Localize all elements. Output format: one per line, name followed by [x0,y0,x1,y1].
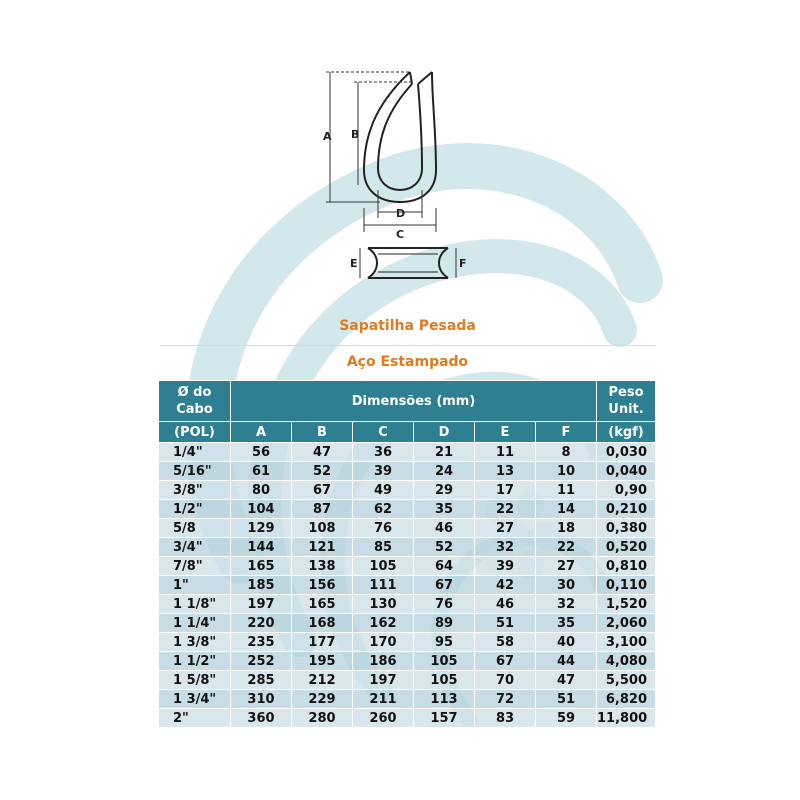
dim-label-a: A [323,130,332,143]
table-row [159,595,656,614]
dimension-cell: 64 [414,557,475,576]
dimension-cell: 13 [475,462,536,481]
dim-label-d: D [396,207,406,220]
dimension-cell: 186 [353,652,414,671]
dimension-cell: 52 [414,538,475,557]
dimension-cell: 67 [292,481,353,500]
weight-cell: 6,820 [597,690,656,709]
cable-diameter-cell: 1/4" [159,443,231,462]
dimension-cell: 39 [475,557,536,576]
dimension-cell: 197 [353,671,414,690]
weight-cell: 3,100 [597,633,656,652]
dimension-cell: 76 [353,519,414,538]
cable-diameter-cell: 5/16" [159,462,231,481]
cable-diameter-cell: 1 1/2" [159,652,231,671]
cable-diameter-cell: 1" [159,576,231,595]
dimension-cell: 30 [536,576,597,595]
dimension-cell: 130 [353,595,414,614]
col-d: D [414,422,475,443]
table-row [159,633,656,652]
dimension-cell: 35 [414,500,475,519]
dimension-cell: 252 [231,652,292,671]
header-row [159,381,656,422]
dimension-cell: 105 [414,671,475,690]
dimension-cell: 27 [475,519,536,538]
dimension-cell: 59 [536,709,597,728]
dimension-cell: 40 [536,633,597,652]
dimension-cell: 76 [414,595,475,614]
col-b: B [292,422,353,443]
dimension-cell: 129 [231,519,292,538]
dimension-cell: 42 [475,576,536,595]
col-f: F [536,422,597,443]
dimension-cell: 22 [536,538,597,557]
weight-cell: 0,380 [597,519,656,538]
table-row [159,614,656,633]
dimension-cell: 111 [353,576,414,595]
table-row [159,481,656,500]
table-row [159,652,656,671]
dimension-cell: 35 [536,614,597,633]
dimension-cell: 260 [353,709,414,728]
dimension-cell: 14 [536,500,597,519]
spec-table-body [159,443,656,728]
weight-cell: 11,800 [597,709,656,728]
table-row [159,519,656,538]
dimension-cell: 310 [231,690,292,709]
dimension-cell: 47 [536,671,597,690]
dimension-cell: 51 [475,614,536,633]
dimension-cell: 24 [414,462,475,481]
dimension-cell: 29 [414,481,475,500]
dimension-cell: 89 [414,614,475,633]
dimension-cell: 8 [536,443,597,462]
spec-table [158,380,656,728]
dimension-cell: 61 [231,462,292,481]
dimension-cell: 52 [292,462,353,481]
table-row [159,576,656,595]
dimension-cell: 157 [414,709,475,728]
weight-cell: 0,040 [597,462,656,481]
units-row [159,422,656,443]
dimension-cell: 170 [353,633,414,652]
dimension-cell: 46 [475,595,536,614]
dim-label-e: E [350,257,358,270]
dimension-cell: 285 [231,671,292,690]
cable-diameter-cell: 1 5/8" [159,671,231,690]
dimension-cell: 211 [353,690,414,709]
header-dimensoes: Dimensões (mm) [231,381,597,422]
divider [160,345,655,346]
cable-diameter-cell: 1 1/4" [159,614,231,633]
cable-diameter-cell: 1 1/8" [159,595,231,614]
weight-cell: 0,520 [597,538,656,557]
weight-cell: 0,90 [597,481,656,500]
dimension-cell: 235 [231,633,292,652]
dimension-cell: 168 [292,614,353,633]
dimension-cell: 11 [536,481,597,500]
cable-diameter-cell: 1 3/8" [159,633,231,652]
table-row [159,462,656,481]
dimension-cell: 87 [292,500,353,519]
dimension-cell: 49 [353,481,414,500]
unit-pol: (POL) [159,422,231,443]
cable-diameter-cell: 1/2" [159,500,231,519]
dimension-cell: 156 [292,576,353,595]
col-a: A [231,422,292,443]
dimension-cell: 11 [475,443,536,462]
dimension-cell: 280 [292,709,353,728]
dimension-cell: 67 [475,652,536,671]
dimension-cell: 195 [292,652,353,671]
dimension-cell: 70 [475,671,536,690]
dim-label-c: C [396,228,405,241]
dimension-cell: 32 [475,538,536,557]
product-title: Sapatilha Pesada [339,318,476,334]
dimension-cell: 165 [231,557,292,576]
dimension-cell: 44 [536,652,597,671]
dimension-cell: 144 [231,538,292,557]
dimension-cell: 185 [231,576,292,595]
dim-label-b: B [351,128,360,141]
dimension-cell: 121 [292,538,353,557]
dimension-cell: 197 [231,595,292,614]
cable-diameter-cell: 7/8" [159,557,231,576]
weight-cell: 4,080 [597,652,656,671]
weight-cell: 2,060 [597,614,656,633]
cable-diameter-cell: 3/8" [159,481,231,500]
dimension-cell: 220 [231,614,292,633]
weight-cell: 0,030 [597,443,656,462]
weight-cell: 1,520 [597,595,656,614]
table-row [159,443,656,462]
dimension-cell: 138 [292,557,353,576]
header-cabo: Ø do Cabo [159,381,231,422]
weight-cell: 0,210 [597,500,656,519]
dimension-cell: 17 [475,481,536,500]
cable-diameter-cell: 5/8 [159,519,231,538]
unit-kgf: (kgf) [597,422,656,443]
dimension-cell: 72 [475,690,536,709]
header-peso: Peso Unit. [597,381,656,422]
dimension-cell: 27 [536,557,597,576]
product-subtitle: Aço Estampado [346,354,469,370]
dimension-cell: 104 [231,500,292,519]
dimension-cell: 10 [536,462,597,481]
dimension-cell: 165 [292,595,353,614]
dimension-cell: 95 [414,633,475,652]
dimension-cell: 67 [414,576,475,595]
table-row [159,500,656,519]
dimension-cell: 105 [353,557,414,576]
dimension-cell: 21 [414,443,475,462]
weight-cell: 0,810 [597,557,656,576]
weight-cell: 5,500 [597,671,656,690]
dimension-cell: 162 [353,614,414,633]
dimension-cell: 62 [353,500,414,519]
dimension-cell: 46 [414,519,475,538]
dimension-cell: 47 [292,443,353,462]
cable-diameter-cell: 3/4" [159,538,231,557]
dimension-cell: 56 [231,443,292,462]
weight-cell: 0,110 [597,576,656,595]
table-row [159,671,656,690]
dimension-cell: 18 [536,519,597,538]
dimension-cell: 212 [292,671,353,690]
dimension-cell: 22 [475,500,536,519]
dim-label-f: F [459,257,467,270]
dimension-cell: 32 [536,595,597,614]
col-e: E [475,422,536,443]
col-c: C [353,422,414,443]
table-row [159,690,656,709]
dimension-cell: 360 [231,709,292,728]
dimension-cell: 177 [292,633,353,652]
dimension-cell: 36 [353,443,414,462]
table-row [159,557,656,576]
dimension-cell: 229 [292,690,353,709]
dimension-cell: 85 [353,538,414,557]
dimension-cell: 113 [414,690,475,709]
cable-diameter-cell: 1 3/4" [159,690,231,709]
table-row [159,538,656,557]
table-row [159,709,656,728]
thimble-drawing [320,60,470,290]
dimension-cell: 83 [475,709,536,728]
dimension-cell: 58 [475,633,536,652]
dimension-cell: 39 [353,462,414,481]
dimension-cell: 105 [414,652,475,671]
dimension-cell: 108 [292,519,353,538]
dimension-cell: 80 [231,481,292,500]
cable-diameter-cell: 2" [159,709,231,728]
dimension-cell: 51 [536,690,597,709]
